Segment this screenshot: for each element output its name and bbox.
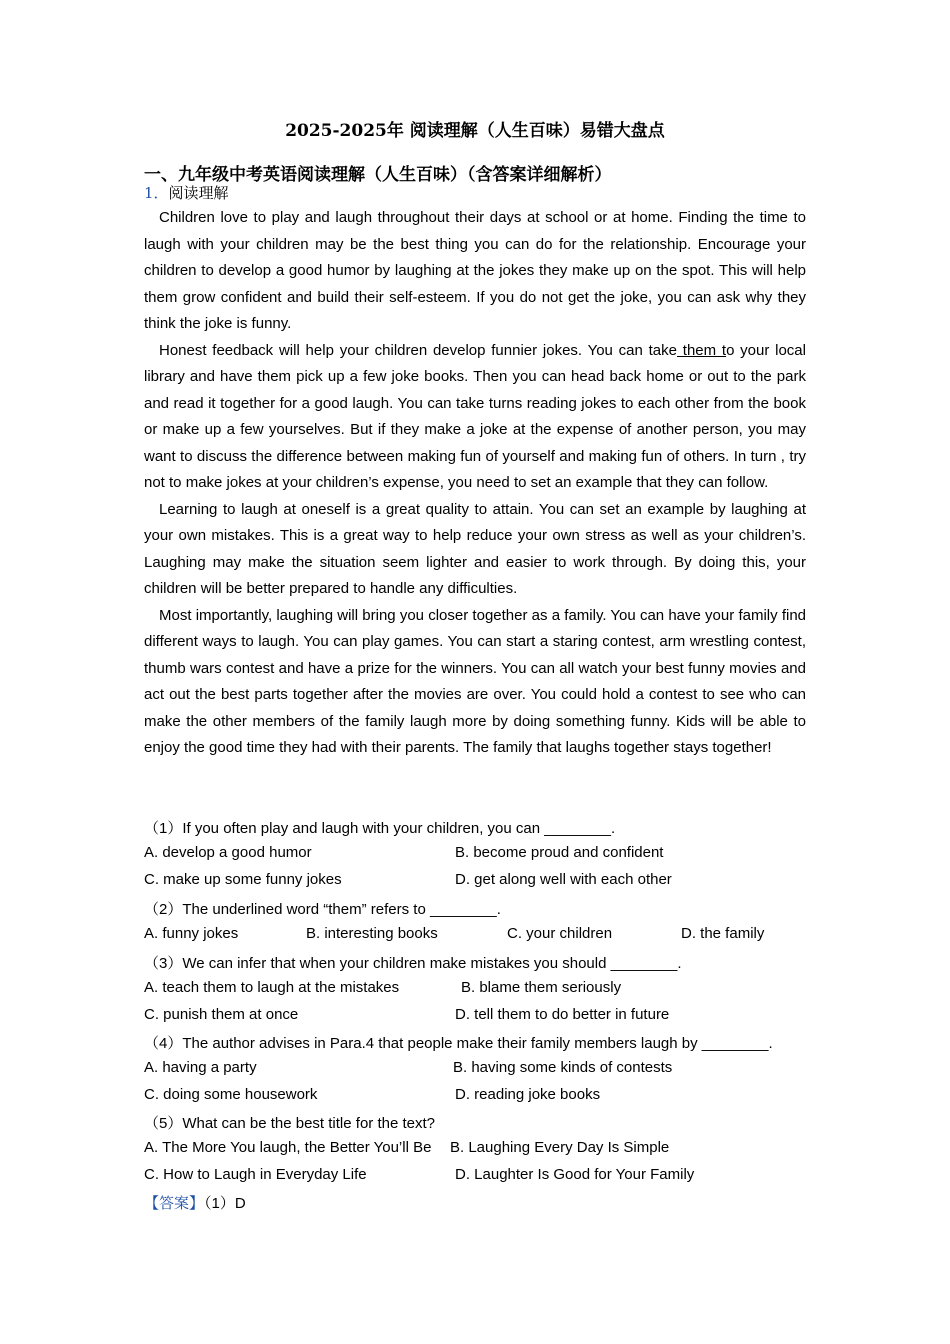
passage-paragraph-2: Honest feedback will help your children develop funnier jokes. You can take them to your local library and have them pick up a few joke books. Then you can head back home or out to the park and read it together for a good laugh. You can take turns reading jokes to each other from the book or make up a few yourselves. But if they make a joke at the expense of another person, you may want to discuss the difference between making fun of yourself and making fun of others. In turn , try not to make jokes at your children’s expense, you need to set an example that they can follow.: [144, 341, 806, 491]
underlined-word: them t: [677, 341, 727, 359]
option-c: C. your children: [507, 925, 613, 942]
question-number: 1．: [144, 184, 169, 202]
option-a: A. funny jokes: [144, 925, 239, 942]
question-stem: （5）What can be the best title for the text?: [144, 1115, 435, 1132]
option-a: A. develop a good humor: [144, 844, 312, 861]
reading-passage: [144, 205, 806, 762]
option-d: D. tell them to do better in future: [455, 1006, 670, 1023]
option-d: D. the family: [681, 925, 765, 942]
option-a: A. having a party: [144, 1059, 257, 1076]
option-a: A. The More You laugh, the Better You’ll Be: [144, 1139, 432, 1156]
passage-paragraph-3: Learning to laugh at oneself is a great quality to attain. You can set an example by laughing at your own mistakes. This is a great way to help reduce your own stress as well as your children’s. Laughing may make the situation seem lighter and easier to work through. By doing this, your children will be better prepared to handle any difficulties.: [144, 500, 806, 597]
question-header: [144, 182, 229, 203]
question-stem: （1）If you often play and laugh with your children, you can ________.: [144, 820, 616, 837]
question-stem: （4）The author advises in Para.4 that people make their family members laugh by ________.: [144, 1035, 773, 1052]
option-b: B. become proud and confident: [455, 844, 664, 861]
option-b: B. blame them seriously: [461, 979, 622, 996]
answer-tag: 【答案】: [144, 1194, 205, 1212]
passage-paragraph-4: Most importantly, laughing will bring you closer together as a family. You can have your family find different ways to laugh. You can play games. You can start a staring contest, arm wrestling contest, thumb wars contest and have a prize for the winners. You can all watch your best funny movies and act out the best parts together after the movies are over. You could hold a contest to see who can make the other members of the family laugh more by doing something funny. Kids will be able to enjoy the good time they had with their parents. The family that laughs together stays together!: [144, 606, 806, 756]
question-stem: （3）We can infer that when your children make mistakes you should ________.: [144, 955, 682, 972]
option-b: B. Laughing Every Day Is Simple: [450, 1139, 670, 1156]
option-b: B. interesting books: [306, 925, 438, 942]
option-d: D. reading joke books: [455, 1086, 601, 1103]
option-c: C. doing some housework: [144, 1086, 318, 1103]
answer-text: （1）D: [204, 1195, 246, 1212]
option-d: D. get along well with each other: [455, 871, 672, 888]
option-b: B. having some kinds of contests: [453, 1059, 673, 1076]
option-c: C. How to Laugh in Everyday Life: [144, 1166, 367, 1183]
option-d: D. Laughter Is Good for Your Family: [455, 1166, 695, 1183]
passage-paragraph-1: Children love to play and laugh throughout their days at school or at home. Finding the time to laugh with your children may be the best thing you can do for the relationship. Encourage your children to develop a good humor by laughing at the jokes they make up on the spot. This will help them grow confident and build their self-esteem. If you do not get the joke, you can ask why they think the joke is funny.: [144, 209, 806, 332]
option-c: C. make up some funny jokes: [144, 871, 342, 888]
section-heading: 一、九年级中考英语阅读理解（人生百味）（含答案详细解析）: [144, 165, 612, 185]
option-c: C. punish them at once: [144, 1006, 299, 1023]
question-type: 阅读理解: [168, 184, 229, 202]
question-stem: （2）The underlined word “them” refers to ________.: [144, 901, 501, 918]
option-a: A. teach them to laugh at the mistakes: [144, 979, 400, 996]
document-title: 2025-2025年 阅读理解（人生百味）易错大盘点: [285, 121, 665, 141]
answer-line: [144, 1192, 246, 1213]
